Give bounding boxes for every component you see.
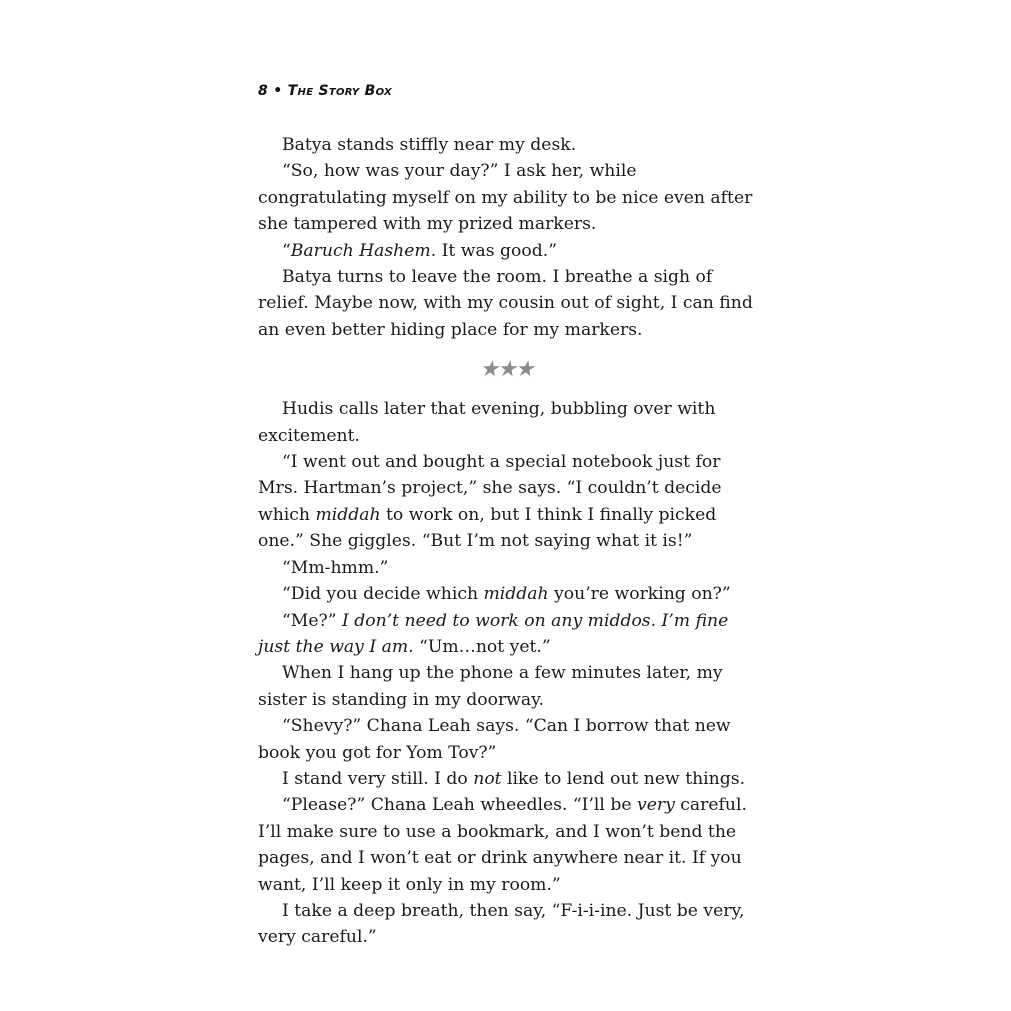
- paragraph: [258, 792, 758, 898]
- paragraph-text: When I hang up the phone a few minutes later, my sister is standing in my doorway.: [258, 663, 723, 710]
- paragraph-text: “Did you decide which: [282, 584, 484, 605]
- paragraph-text: very: [637, 795, 675, 816]
- paragraph-text: Baruch Hashem: [290, 240, 431, 261]
- paragraph-text: . It was good.”: [430, 240, 557, 261]
- paragraph: [258, 132, 758, 158]
- paragraph-text: “Mm-hmm.”: [282, 557, 389, 578]
- text-section-2: [258, 396, 758, 951]
- paragraph-text: “Please?” Chana Leah wheedles. “I’ll be: [282, 795, 638, 816]
- paragraph-text: “So, how was your day?” I ask her, while congratulating myself on my ability to be nice even after she tampered with my prized markers.: [258, 161, 753, 235]
- paragraph: [258, 555, 758, 581]
- book-page: [258, 80, 758, 951]
- paragraph: [258, 581, 758, 607]
- paragraph-text: Batya turns to leave the room. I breathe a sigh of relief. Maybe now, with my cousin out of sight, I can find an even better hiding place for my markers.: [258, 267, 753, 340]
- paragraph-text: not: [473, 768, 502, 789]
- paragraph-text: “Um…not yet.”: [413, 636, 551, 657]
- paragraph-text: “Shevy?” Chana Leah says. “Can I borrow that new book you got for Yom Tov?”: [258, 716, 731, 763]
- paragraph-text: I stand very still. I do: [282, 768, 474, 789]
- paragraph: [258, 898, 758, 951]
- header-separator: •: [273, 83, 283, 99]
- paragraph-text: “I went out and bought a special notebook just for Mrs. Hartman’s project,” she says. “I couldn’t decide which: [258, 452, 722, 525]
- paragraph: [258, 238, 758, 264]
- paragraph: [258, 713, 758, 766]
- paragraph-text: “Me?”: [282, 610, 343, 631]
- paragraph-text: middah: [483, 584, 549, 605]
- paragraph-text: I don’t need to work on any middos. I’m fine just the way I am.: [258, 610, 729, 657]
- paragraph-text: careful. I’ll make sure to use a bookmark, and I won’t bend the pages, and I won’t eat or drink anywhere near it. If you want, I’ll keep it only in my room.”: [258, 795, 747, 895]
- paragraph-text: Hudis calls later that evening, bubbling over with excitement.: [258, 399, 716, 446]
- paragraph-text: “: [282, 240, 291, 261]
- text-section-1: [258, 132, 758, 343]
- paragraph: [258, 264, 758, 343]
- paragraph-text: middah: [315, 504, 381, 525]
- paragraph: [258, 449, 758, 555]
- running-head: [258, 80, 758, 102]
- paragraph-text: to work on, but I think I finally picked one.” She giggles. “But I’m not saying what it is!”: [258, 504, 717, 552]
- page-number: 8: [258, 83, 269, 99]
- paragraph: [258, 660, 758, 713]
- paragraph: [258, 608, 758, 661]
- paragraph-text: I take a deep breath, then say, “F-i-i-ine. Just be very, very careful.”: [258, 900, 745, 948]
- paragraph-text: Batya stands stiffly near my desk.: [282, 135, 577, 155]
- paragraph: [258, 158, 758, 237]
- paragraph: [258, 396, 758, 449]
- book-title: The Story Box: [287, 83, 393, 99]
- star-ornament-icon: ★★★: [478, 357, 538, 383]
- paragraph: [258, 766, 758, 792]
- paragraph-text: like to lend out new things.: [501, 768, 746, 789]
- section-break-ornament: [258, 343, 758, 396]
- paragraph-text: you’re working on?”: [548, 584, 731, 605]
